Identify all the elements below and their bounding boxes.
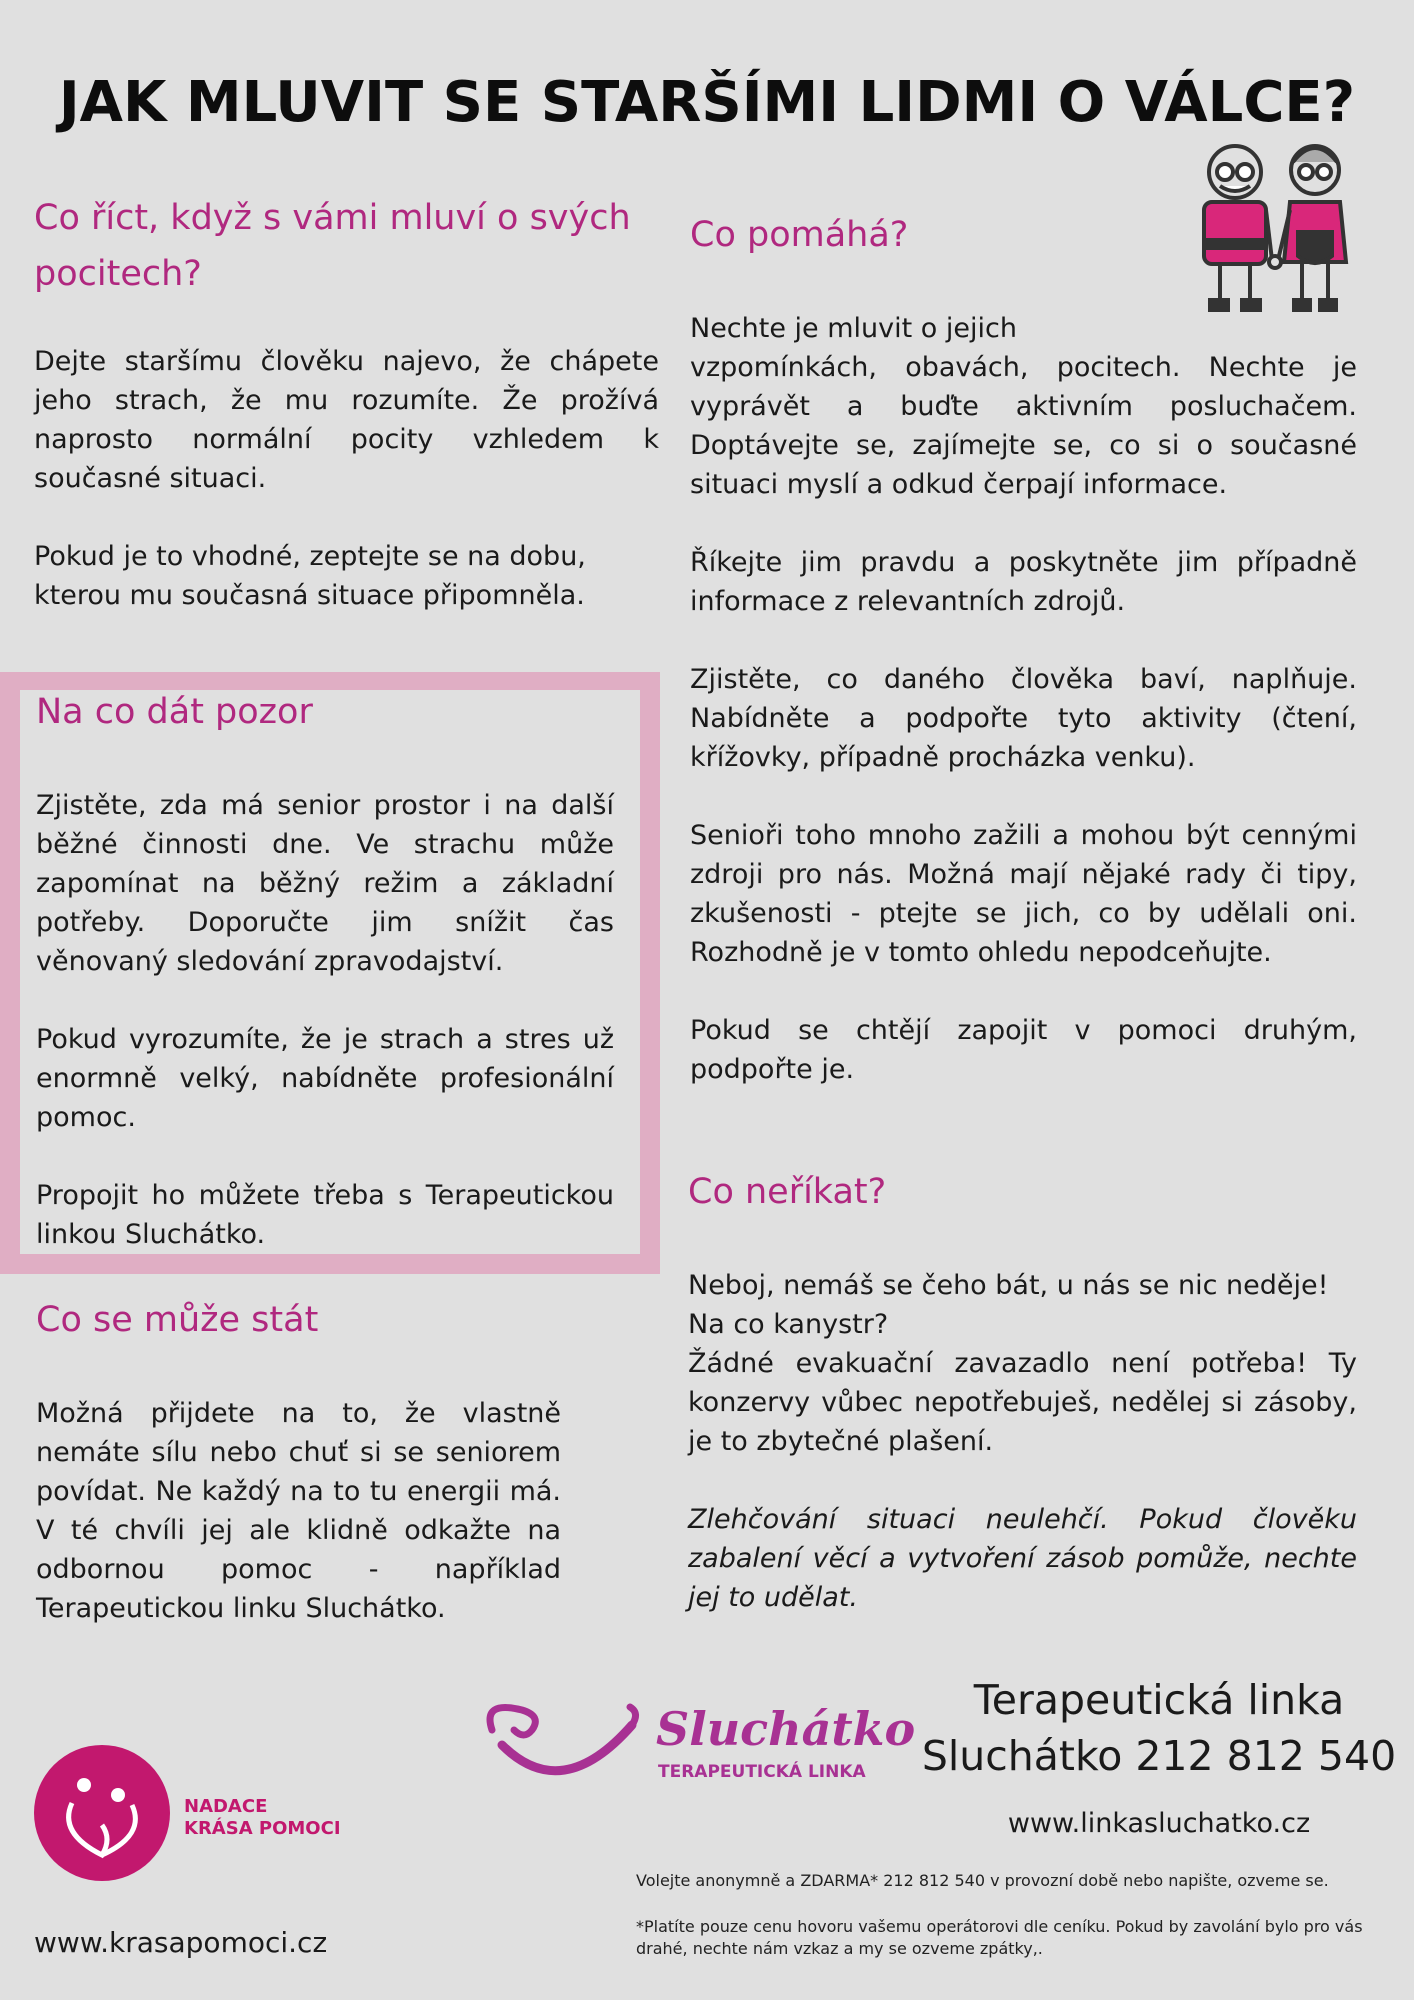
section-dont-say — [688, 1164, 1357, 1617]
page-title: JAK MLUVIT SE STARŠÍMI LIDMI O VÁLCE? — [58, 70, 1356, 135]
foundation-logo-text — [184, 1796, 341, 1840]
foundation-heart-logo-icon — [34, 1745, 170, 1881]
paragraph: Senioři toho mnoho zažili a mohou být cennými zdroji pro nás. Možná mají nějaké rady či tipy, zkušenosti - ptejte se jich, co by udělali oni. Rozhodně je v tomto ohledu nepodceňujte. — [690, 820, 1357, 968]
sluchatko-logo-name: Sluchátko — [656, 1702, 916, 1756]
sluchatko-smile-logo-icon — [482, 1700, 642, 1790]
helpline-note: Volejte anonymně a ZDARMA* 212 812 540 v provozní době nebo napište, ozveme se. — [636, 1871, 1329, 1890]
helpline-website-link[interactable]: www.linkasluchatko.cz — [1007, 1808, 1311, 1839]
section-may-happen — [36, 1292, 561, 1628]
paragraph: Propojit ho můžete třeba s Terapeutickou linkou Sluchátko. — [36, 1180, 614, 1250]
helpline-title — [904, 1672, 1414, 1784]
section-helps — [690, 207, 1357, 1089]
quote-line: Na co kanystr? — [688, 1309, 889, 1340]
section-caution-heading: Na co dát pozor — [36, 692, 313, 732]
foundation-logo-line: KRÁSA POMOCI — [184, 1818, 341, 1839]
paragraph: Možná přijdete na to, že vlastně nemáte sílu nebo chuť si se seniorem povídat. Ne každý na to tu energii má. V té chvíli jej ale klidně odkažte na odbornou pomoc - například Terapeutickou linku Sluchátko. — [36, 1398, 561, 1624]
paragraph: Pokud se chtějí zapojit v pomoci druhým, podpořte je. — [690, 1015, 1357, 1085]
section-dont-say-heading: Co neříkat? — [688, 1172, 887, 1212]
section-feelings — [34, 190, 659, 615]
paragraph: Zjistěte, zda má senior prostor i na další běžné činnosti dne. Ve strachu může zapomínat na běžný režim a základní potřeby. Doporučte jim snížit čas věnovaný sledování zpravodajství. — [36, 790, 614, 977]
section-helps-heading: Co pomáhá? — [690, 215, 909, 255]
foundation-logo-line: NADACE — [184, 1796, 268, 1817]
quote-line: Neboj, nemáš se čeho bát, u nás se nic neděje! — [688, 1270, 1329, 1301]
paragraph: Říkejte jim pravdu a poskytněte jim případně informace z relevantních zdrojů. — [690, 547, 1357, 617]
section-caution — [36, 684, 614, 1254]
section-feelings-heading: Co říct, když s vámi mluví o svých pocitech? — [34, 198, 631, 294]
paragraph: Zjistěte, co daného člověka baví, naplňuje. Nabídněte a podpořte tyto aktivity (čtení, křížovky, případně procházka venku). — [690, 664, 1357, 773]
section-may-happen-heading: Co se může stát — [36, 1300, 319, 1340]
paragraph: Dejte staršímu člověku najevo, že chápete jeho strach, že mu rozumíte. Že prožívá naprosto normální pocity vzhledem k současné situaci. — [34, 346, 659, 494]
helpline-title-line: Terapeutická linka — [973, 1676, 1345, 1724]
foundation-website-link[interactable]: www.krasapomoci.cz — [34, 1926, 328, 1959]
paragraph: vzpomínkách, obavách, pocitech. Nechte je vyprávět a buďte aktivním posluchačem. Doptávejte se, zajímejte se, co si o současné situaci myslí a odkud čerpají informace. — [690, 352, 1357, 500]
helpline-phone-line: Sluchátko 212 812 540 — [921, 1732, 1397, 1780]
paragraph: Pokud vyrozumíte, že je strach a stres už enormně velký, nabídněte profesionální pomoc. — [36, 1024, 614, 1133]
paragraph: Nechte je mluvit o jejich — [690, 313, 1017, 344]
paragraph: Pokud je to vhodné, zeptejte se na dobu, kterou mu současná situace připomněla. — [34, 541, 586, 611]
quote-line: Žádné evakuační zavazadlo není potřeba! Ty konzervy vůbec nepotřebuješ, nedělej si zásoby, je to zbytečné plašení. — [688, 1348, 1357, 1457]
sluchatko-logo-sub: TERAPEUTICKÁ LINKA — [658, 1762, 866, 1782]
helpline-footnote: *Platíte pouze cenu hovoru vašemu operátorovi dle ceníku. Pokud by zavolání bylo pro vás drahé, nechte nám vzkaz a my se ozveme zpátky,. — [636, 1917, 1363, 1958]
italic-note: Zlehčování situaci neulehčí. Pokud člověku zabalení věcí a vytvoření zásob pomůže, nechte jej to udělat. — [688, 1504, 1357, 1613]
